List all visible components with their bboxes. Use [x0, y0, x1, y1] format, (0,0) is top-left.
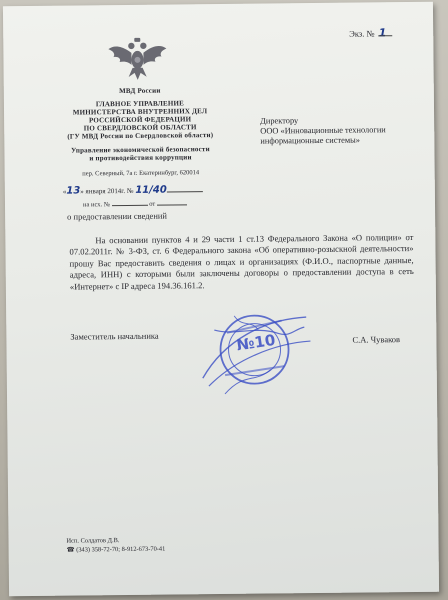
sender-address: пер. Северный, 7а г. Екатеринбург, 620014 — [82, 169, 200, 178]
letter-body: На основании пунктов 4 и 29 части 1 ст.13 Федерального Закона «О полиции» от 07.02.2011г. № 3-ФЗ, ст. 6 Федерального закона «Об оперативно-розыскной деятельности» прошу Вас предоставить сведения о лицах и организациях (Ф.И.О., паспортные данные, адреса, ИНН) с которыми были заключены договоры о предоставлении доступа в сеть «Интернет» с IP адреса 194.36.161.2. — [69, 231, 414, 292]
executor-footer — [66, 537, 165, 555]
header-line: (ГУ МВД России по Свердловской области) — [67, 131, 214, 141]
registration-date-rest: » января 2014г. № — [80, 186, 134, 196]
stamp-icon — [194, 299, 315, 404]
reply-from: от — [149, 200, 156, 208]
copy-number-label: Экз. № — [349, 28, 375, 39]
reply-reference — [83, 200, 187, 208]
header-line: РОССИЙСКОЙ ФЕДЕРАЦИИ — [88, 115, 192, 125]
reply-label: на исх. № — [82, 201, 111, 209]
subject-line: о предоставлении сведений — [67, 210, 168, 222]
document-sheet — [3, 2, 439, 596]
header-line: ПО СВЕРДЛОВСКОЙ ОБЛАСТИ — [83, 123, 197, 133]
addressee-line: информационные системы» — [260, 135, 360, 146]
department-line: Управление экономической безопасности — [71, 145, 210, 155]
department-line: и противодействия коррупции — [89, 153, 192, 163]
ministry-short: МВД России — [119, 86, 161, 96]
addressee-line: Директору — [260, 116, 299, 126]
header-line: ГЛАВНОЕ УПРАВЛЕНИЕ — [95, 99, 185, 109]
sender-header — [60, 86, 221, 179]
emblem-icon — [107, 35, 167, 82]
registration-day: 13 — [66, 185, 81, 197]
addressee-line: ООО «Инновационные технологии — [260, 125, 386, 136]
signer-position: Заместитель начальника — [70, 330, 159, 342]
date-open-quote: « — [62, 187, 67, 196]
executor-phone: ☎ (343) 358-72-70; 8-912-673-70-41 — [66, 545, 166, 554]
addressee-block — [260, 115, 430, 147]
stamp-number: №10 — [235, 330, 277, 355]
executor-name: Исп. Солдатов Д.В. — [66, 537, 120, 545]
copy-number — [349, 26, 392, 39]
header-line: МИНИСТЕРСТВА ВНУТРЕННИХ ДЕЛ — [72, 107, 208, 117]
registration-number: 11/40 — [135, 184, 167, 196]
copy-number-value: 1 — [378, 26, 387, 40]
registration-line — [63, 184, 233, 197]
signer-name: С.А. Чуваков — [352, 334, 401, 345]
